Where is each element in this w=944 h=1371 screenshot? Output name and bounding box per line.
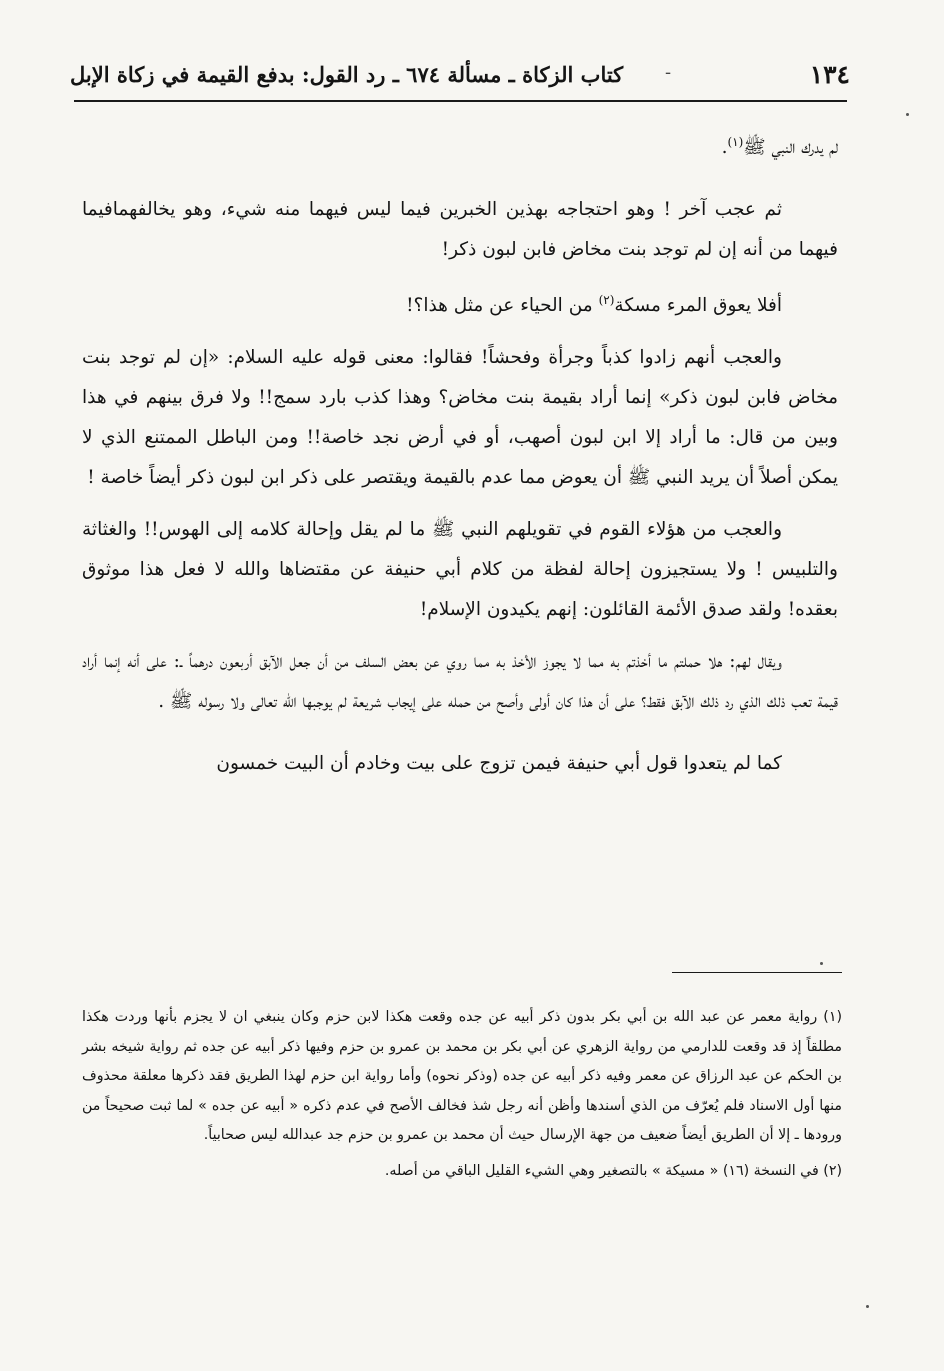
paragraph-3-text-b: من الحياء عن مثل هذا؟! xyxy=(406,295,593,317)
paragraph-1-text: لم يدرك النبي ﷺ xyxy=(743,137,838,159)
paragraph-7: كما لم يتعدوا قول أبي حنيفة فيمن تزوج على بيت وخادم أن البيت خمسون xyxy=(216,753,782,775)
paragraph-4: والعجب أنهم زادوا كذباً وجرأة وفحشاً! فقالوا: معنى قوله عليه السلام: «إن لم توجد بنت مخاض فابن لبون ذكر» إنما أراد بقيمة بنت مخاض؟ وهذا كذب بارد سمج!! ولا فرق بينهم في هذا وبين من قال: ما أراد إلا ابن لبون أصهب، أو في أرض نجد خاصة!! ومن الباطل الممتنع الذي لا يمكن أصلاً أن يريد النبي ﷺ أن يعوض مما عدم بالقيمة ويقتصر على ذكر ابن لبون ذكر أيضاً خاصة ! xyxy=(82,347,838,489)
paragraph-5: والعجب من هؤلاء القوم في تقويلهم النبي ﷺ ما لم يقل وإحالة كلامه إلى الهوس!! والغثاثة والتلبيس ! ولا يستجيزون إحالة لفظة من كلام أبي حنيفة عن مقتضاها والله لا فعل هذا موثوق بعقده! ولقد صدق الأئمة القائلون: إنهم يكيدون الإسلام! xyxy=(82,519,838,621)
page-number: ١٣٤ xyxy=(809,59,850,89)
scan-speck xyxy=(866,1305,869,1308)
header-rule xyxy=(74,100,847,102)
footnote-marker-2: (٢) xyxy=(598,293,615,308)
paragraph-1 xyxy=(82,122,838,168)
header-dash: - xyxy=(665,62,672,83)
scan-speck xyxy=(906,113,909,116)
footnote-2: (٢) في النسخة (١٦) « مسيكة » بالتصغير وهي الشيء القليل الباقي من أصله. xyxy=(384,1162,842,1179)
footnotes xyxy=(82,1003,842,1186)
page-header xyxy=(70,52,850,96)
footnote-marker-1: (١) xyxy=(727,135,744,149)
main-text xyxy=(82,122,838,784)
running-title: كتاب الزكاة ـ مسألة ٦٧٤ ـ رد القول: بدفع القيمة في زكاة الإبل xyxy=(70,61,624,87)
footnote-rule xyxy=(672,972,842,973)
paragraph-3-text-a: أفلا يعوق المرء مسكة xyxy=(614,295,782,317)
paragraph-3 xyxy=(82,280,838,326)
paragraph-6: ويقال لهم: هلا حملتم ما أخذتم به مما لا يجوز الأخذ به مما روي عن بعض السلف من أن جعل الآبق أربعون درهماً ـ: على أنه إنما أراد قيمة تعب ذلك الذي رد ذلك الآبق فقط؟ على أن هذا كان أولى وأصح من حمله على إيجاب شريعة لم يوجبها الله تعالى ولا رسوله ﷺ . xyxy=(82,651,838,713)
footnote-1: (١) رواية معمر عن عبد الله بن أبي بكر بدون ذكر أبيه عن جده وقعت هكذا لابن حزم وكان ينبغي ان لا يجزم بأنها وردت هكذا مطلقاً إذ قد وقعت للدارمي من رواية الزهري عن أبي بكر بن محمد بن عمرو بن حزم وفيها ذكر أبيه عن جده ثم رواية شيخه بشر بن الحكم عن عبد الرزاق عن معمر وفيه ذكر أبيه عن جده (وذكر نحوه) وأما رواية ابن حزم لهذا الطريق فقد ذكرها معلقة محذوف منها أول الاسناد فلم يُعرّف من الذي أسندها وأظن أنه رجل شذ فخالف الأصح في عدم ذكره « أبيه عن جده » لما ثبت صحيحاً من ورودها ـ إلا أن الطريق أيضاً ضعيف من جهة الإرسال حيث أن محمد بن عمرو بن حزم جد عبدالله ليس صحابياً. xyxy=(82,1009,842,1143)
scan-speck xyxy=(820,962,823,965)
paragraph-2: ثم عجب آخر ! وهو احتجاجه بهذين الخبرين فيما ليس فيهما منه شيء، وهو يخالفهمافيما فيهما من أنه إن لم توجد بنت مخاض فابن لبون ذكر! xyxy=(82,199,838,261)
paragraph-1-end: . xyxy=(721,137,728,159)
